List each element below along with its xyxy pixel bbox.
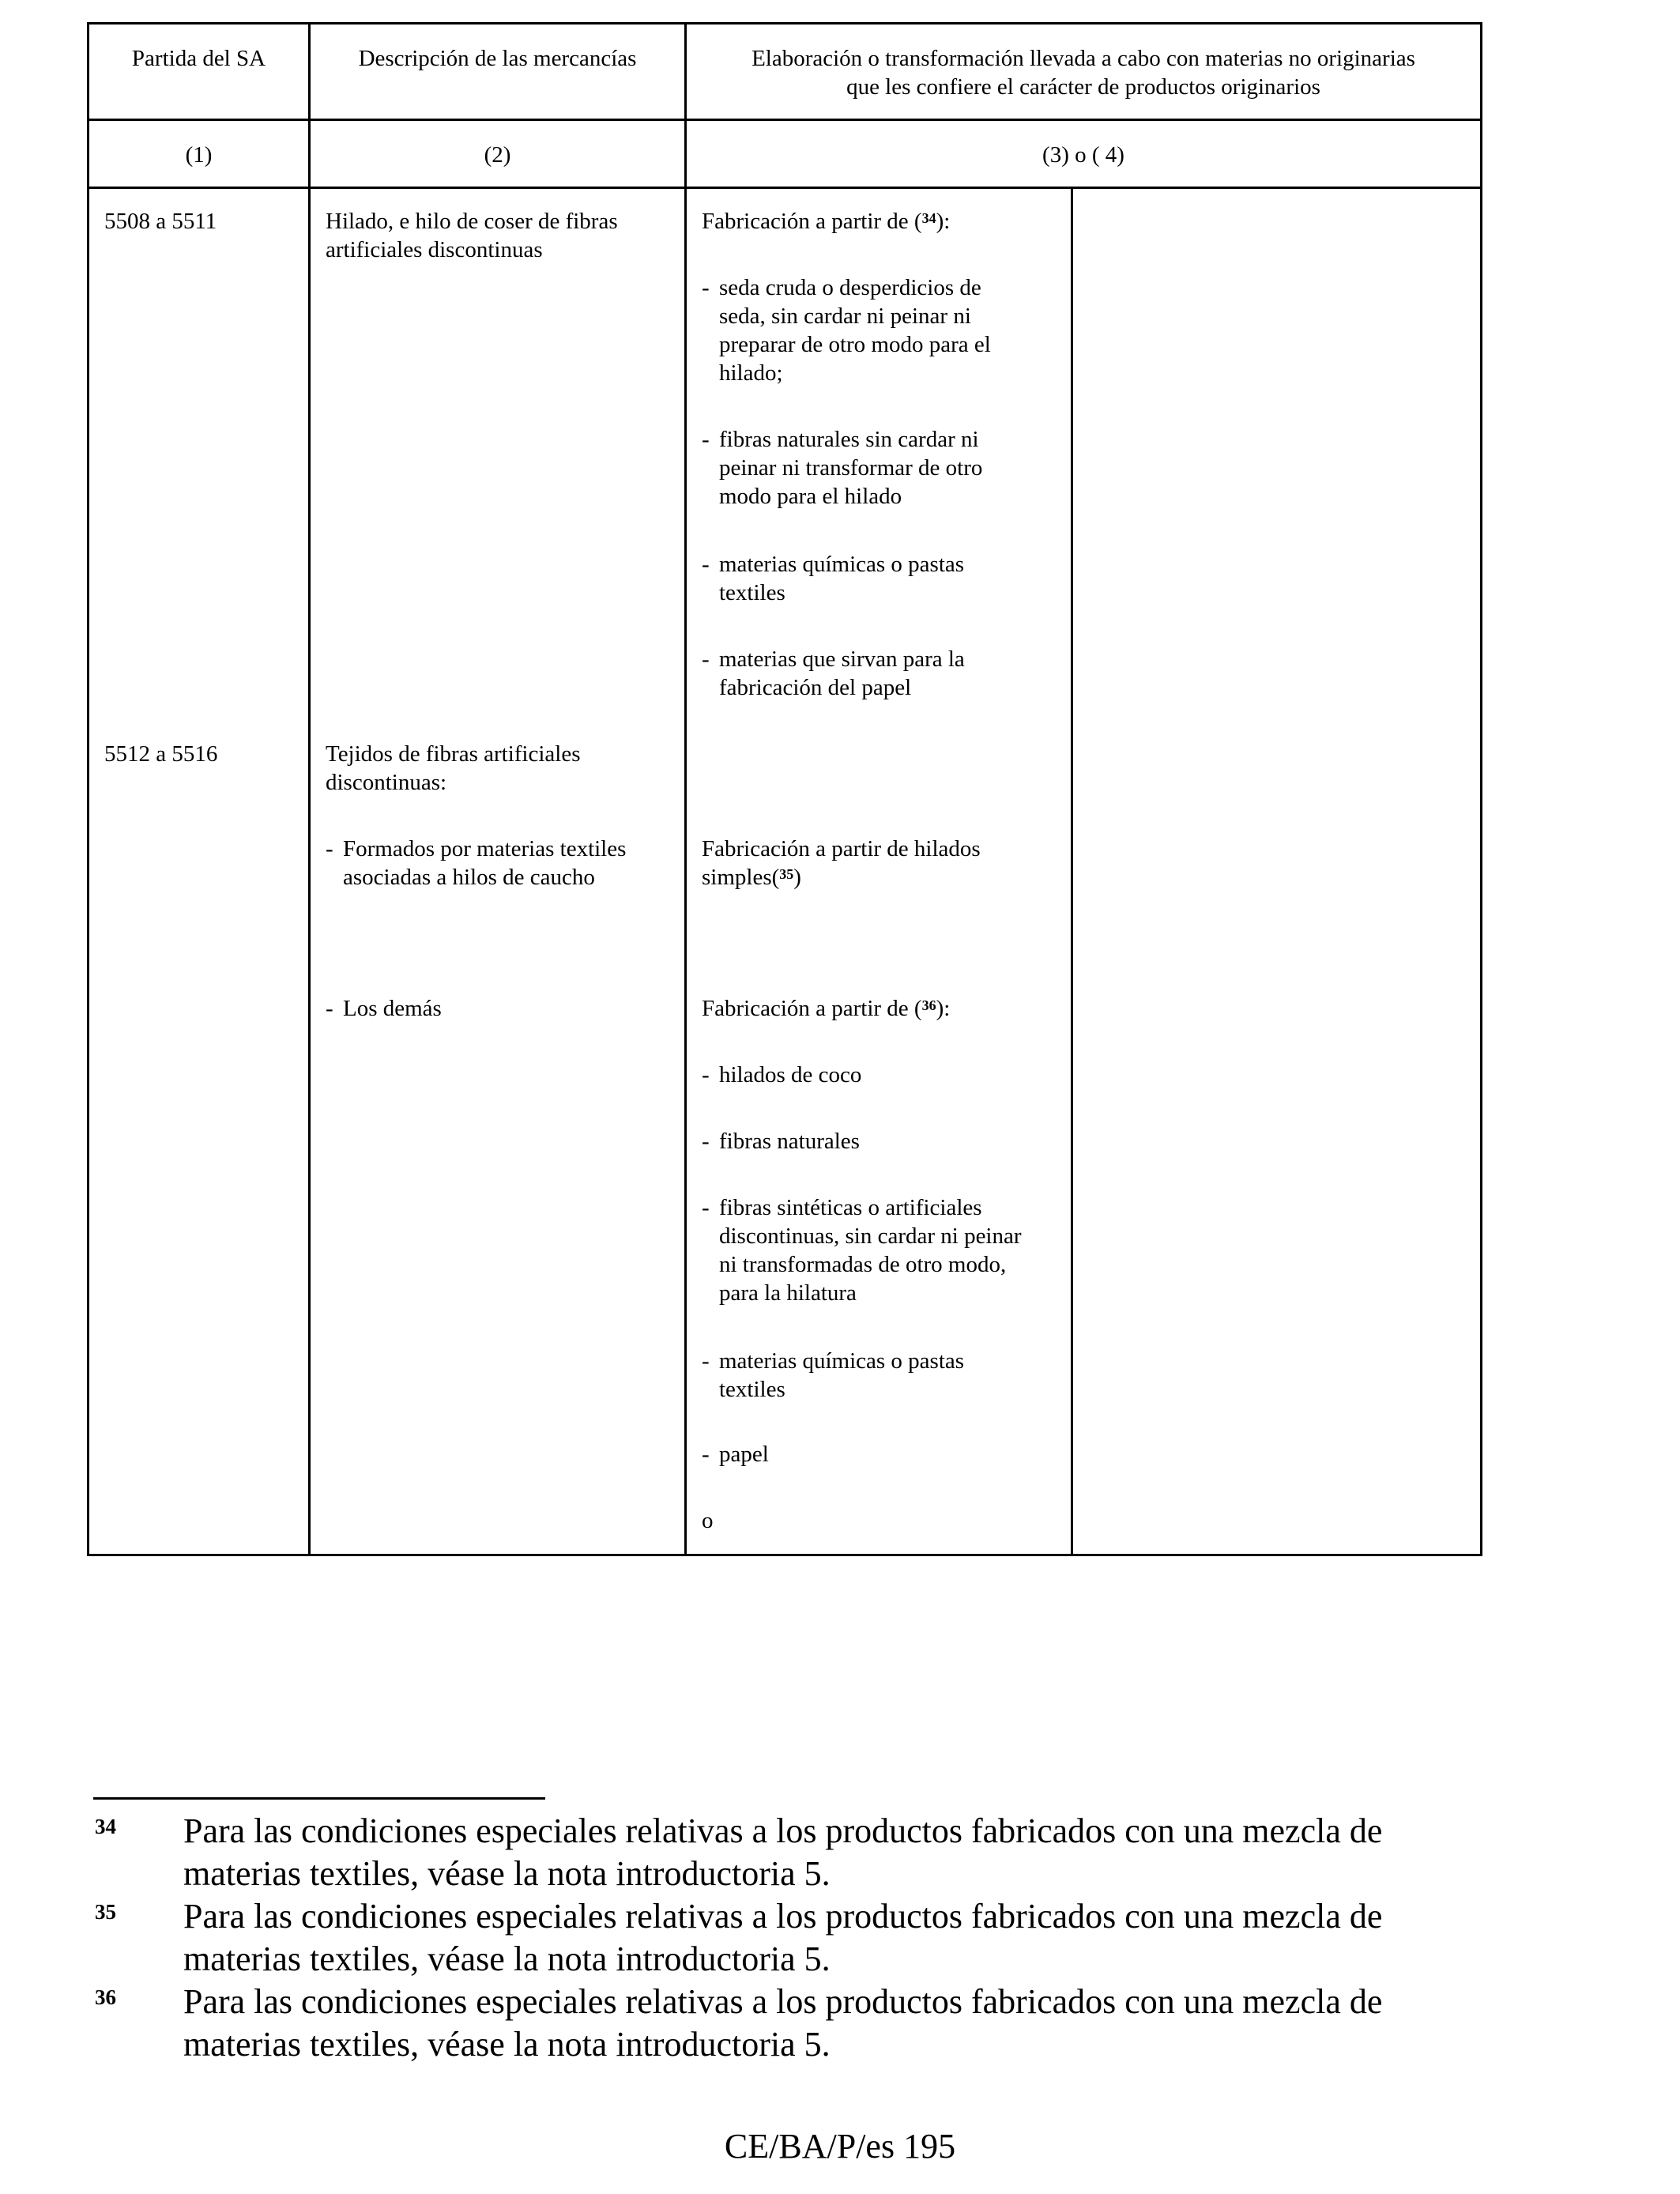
row2-desc-line1: Tejidos de fibras artificiales [326, 741, 581, 767]
footnote-separator [93, 1797, 545, 1800]
footnote-ref-34[interactable]: 34 [921, 210, 936, 226]
table-border-bottom [87, 1554, 1482, 1556]
subheader-separator [87, 187, 1482, 189]
row2-sub1-proc-line2: simples($^{35}$) [702, 865, 801, 890]
footnote-text-line2: materias textiles, véase la nota introductoria 5. [183, 1854, 831, 1893]
footnote-text-line1: Para las condiciones especiales relativas a los productos fabricados con una mezcla de [183, 1811, 1383, 1850]
header-elaboracion-line2: que les confiere el carácter de productos originarios [846, 74, 1320, 100]
column-divider-3 [1071, 187, 1073, 1556]
footnote-ref-36[interactable]: 36 [921, 997, 936, 1013]
column-divider-1 [308, 22, 311, 1556]
footnote-text-line1: Para las condiciones especiales relativas a los productos fabricados con una mezcla de [183, 1982, 1383, 2021]
table-border-right [1480, 22, 1482, 1556]
footnote-number: 34 [95, 1815, 116, 1838]
footnote-text-line1: Para las condiciones especiales relativas a los productos fabricados con una mezcla de [183, 1897, 1383, 1936]
footnote-ref-35[interactable]: 35 [779, 866, 794, 882]
footnote-text-line2: materias textiles, véase la nota introductoria 5. [183, 2025, 831, 2064]
subheader-3-4: (3) o ( 4) [1042, 142, 1124, 168]
column-divider-2 [684, 22, 687, 1556]
row2-desc-line2: discontinuas: [326, 770, 447, 795]
row2-sub1-proc-line1: Fabricación a partir de hilados [702, 836, 981, 861]
page-identifier: CE/BA/P/es 195 [724, 2127, 956, 2166]
rules-table: Partida del SA Descripción de las mercancías Elaboración o transformación llevada a cabo con materias no originarias que les confiere el carácter de productos originarios (1) (2) (3) o ( 4) 5508 a 5511 Hilado, e hilo de coser de fibras artificiales discontinuas Fabricación a partir de ($^{34}$): - seda cruda o desperdicios de seda, sin cardar ni peinar ni preparar de otro modo para el hilado; - fibras naturales sin cardar ni peinar ni transformar de otro modo para el hilado - materias químicas o pastas textiles - materias que sirvan para la fabricación del papel 5512 a 5516 Tejidos de fibras artificiales discontinuas: - Formados por materias textiles asociadas a hilos de caucho Fabricación a partir de hilados simples($^{35}$) - Los demás Fabricación a partir de ($^{36}$): - hilados de coco - fibras naturales - fibras sintéticas o artificiales discontinuas, sin cardar ni peinar ni transformadas de otro modo, para la hilatura - materias químicas o pastas textiles - papel o [0, 0, 1680, 1581]
footnote-number: 35 [95, 1900, 116, 1924]
header-separator [87, 119, 1482, 121]
row1-desc-line2: artificiales discontinuas [326, 237, 543, 262]
row2-code: 5512 a 5516 [104, 741, 218, 767]
header-descripcion: Descripción de las mercancías [358, 46, 637, 71]
subheader-1: (1) [185, 142, 213, 168]
footnote-text-line2: materias textiles, véase la nota introductoria 5. [183, 1940, 831, 1978]
table-border-left [87, 22, 89, 1556]
header-partida: Partida del SA [131, 46, 266, 71]
row1-desc-line1: Hilado, e hilo de coser de fibras [326, 209, 618, 234]
table-border-top [87, 22, 1482, 25]
row2-trailing-o: o [702, 1508, 714, 1533]
row1-code: 5508 a 5511 [104, 209, 217, 234]
footnote-number: 36 [95, 1985, 116, 2009]
row2-sub2-proc-intro: Fabricación a partir de ($^{36}$): [702, 996, 951, 1021]
row1-proc-intro: Fabricación a partir de ($^{34}$): [702, 209, 951, 234]
header-elaboracion-line1: Elaboración o transformación llevada a cabo con materias no originarias [751, 46, 1415, 71]
subheader-2: (2) [484, 142, 511, 168]
